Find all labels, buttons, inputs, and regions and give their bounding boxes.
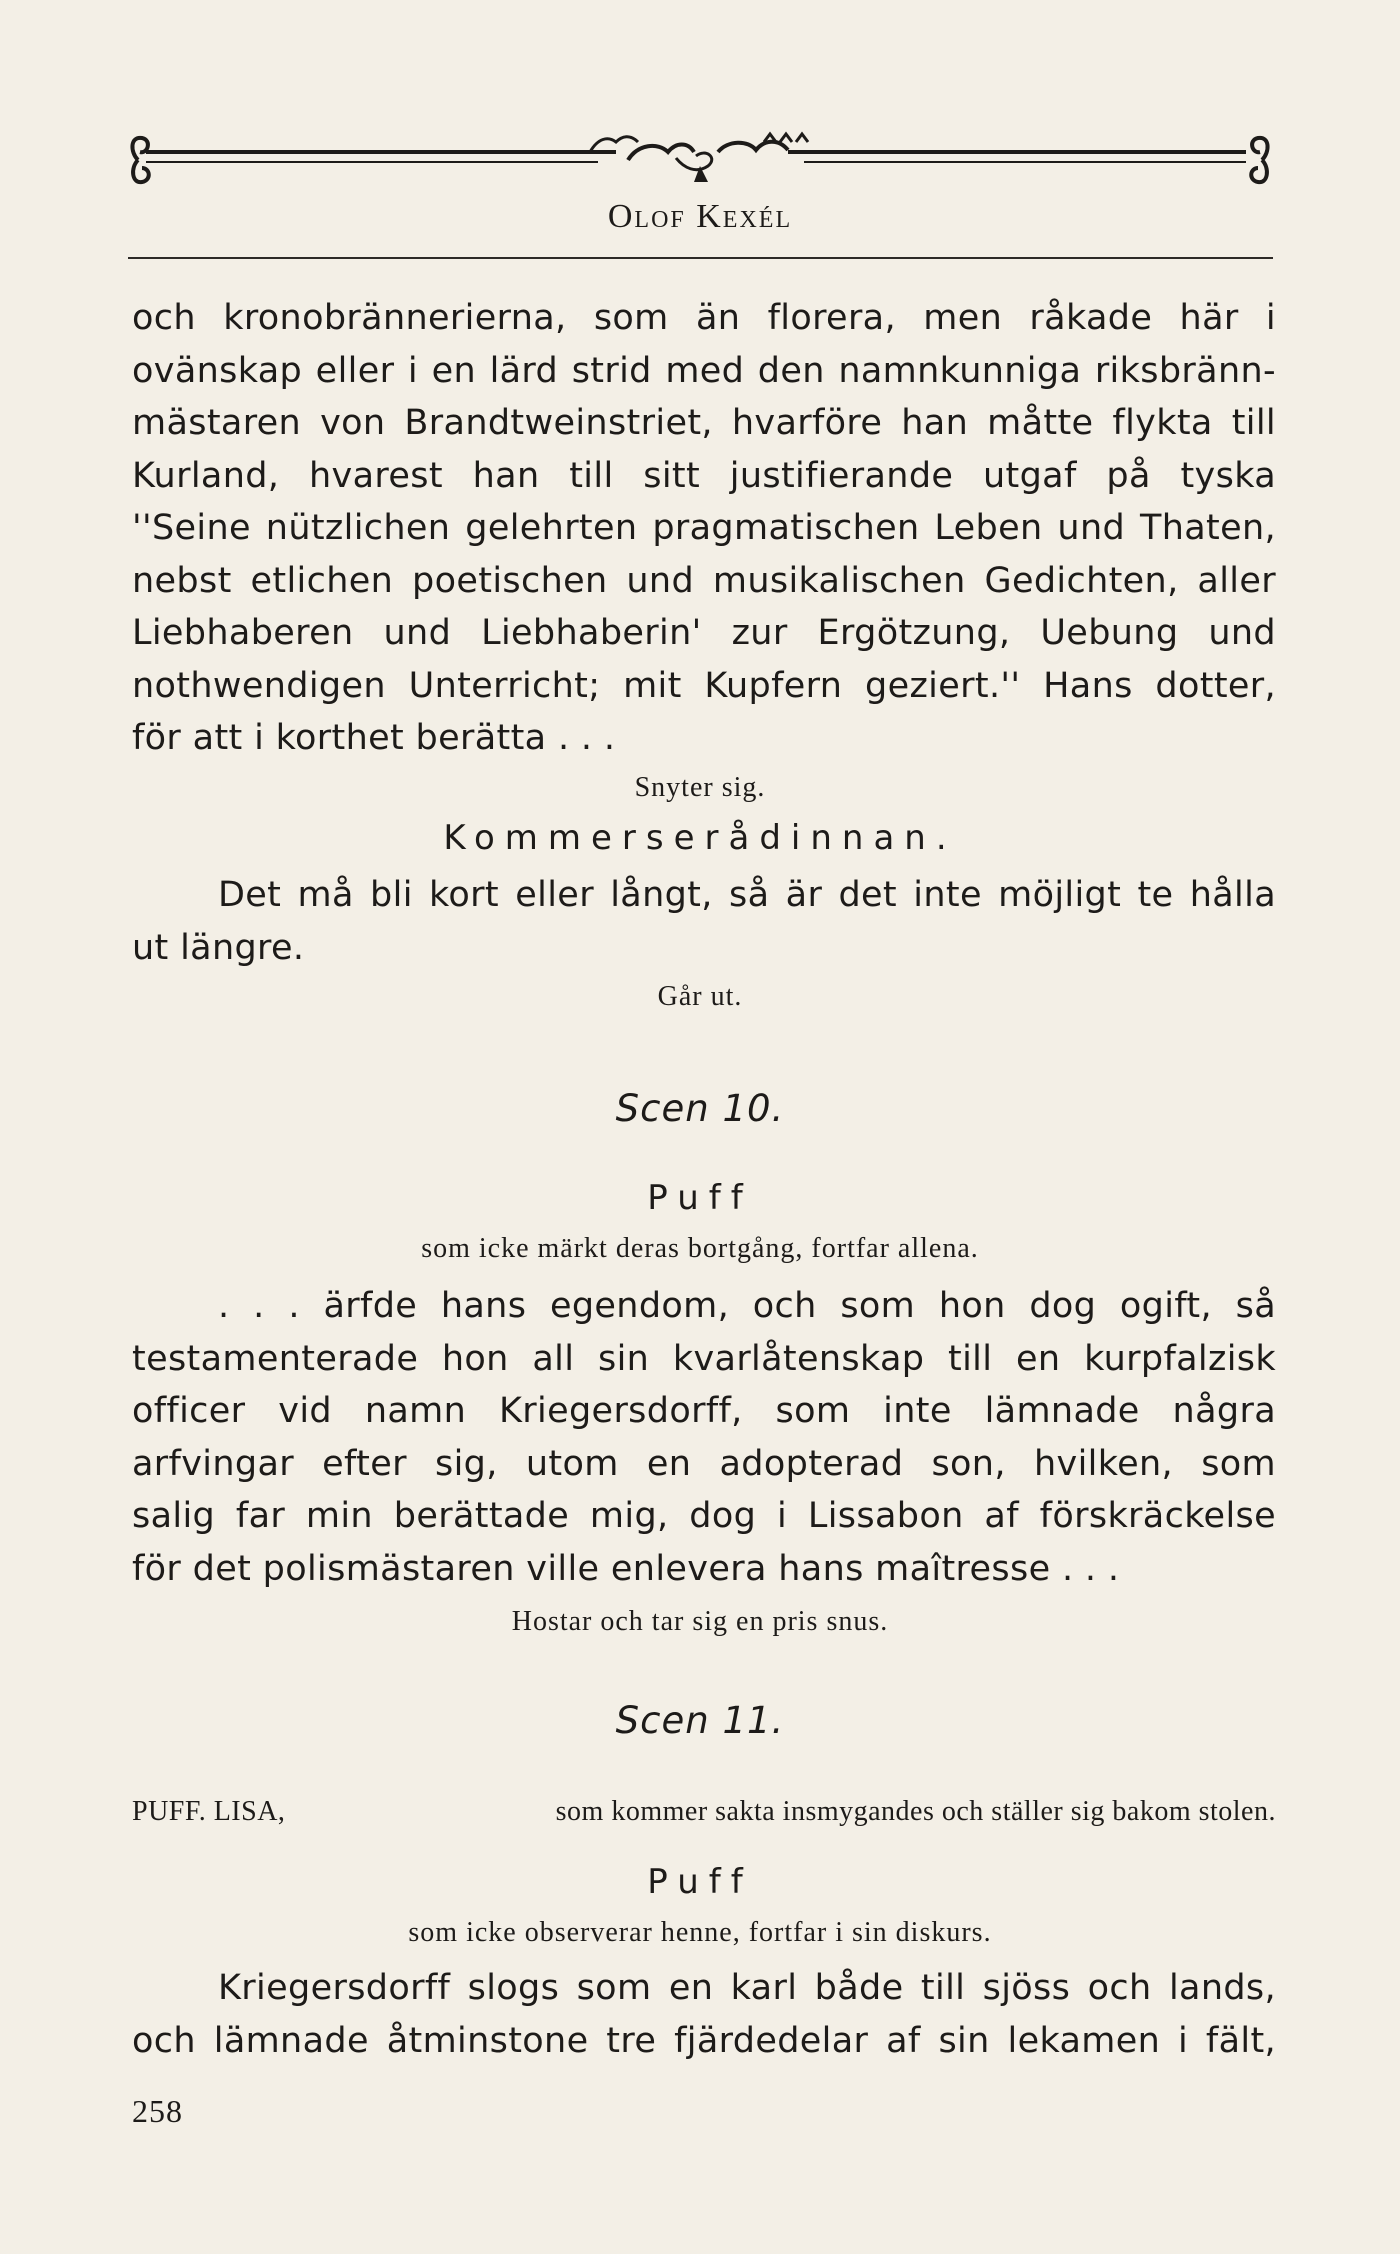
text-line: ovänskap eller i en lärd strid med den namnkunniga riksbränn- [132, 350, 1276, 391]
paragraph-1 [132, 292, 1276, 765]
text-line: för det polismästaren ville enlevera hans maîtresse . . . [132, 1548, 1120, 1589]
paragraph-2 [132, 869, 1276, 974]
scene-heading-10: Scen 10. [615, 1087, 785, 1130]
text-line: ut längre. [132, 927, 305, 968]
text-line: . . . ärfde hans egendom, och som hon dog ogift, så [218, 1286, 1276, 1326]
page-number: 258 [132, 2093, 183, 2129]
stage-direction-diskurs: som icke observerar henne, fortfar i sin diskurs. [408, 1917, 992, 1948]
text-line: officer vid namn Kriegersdorff, som inte lämnade några [132, 1391, 1276, 1431]
paragraph-3 [132, 1280, 1276, 1595]
header-rule [128, 257, 1273, 259]
text-line: nothwendigen Unterricht; mit Kupfern geziert.'' Hans dotter, [132, 665, 1276, 706]
text-line: Kurland, hvarest han till sitt justifierande utgaf på tyska [132, 455, 1276, 496]
speaker-puff-2: Puff [647, 1862, 753, 1902]
scene-heading-11: Scen 11. [615, 1699, 785, 1742]
text-line: Kriegersdorff slogs som en karl både till sjöss och lands, [218, 1968, 1276, 2008]
cast-line [132, 1796, 1276, 1828]
text-line: och kronobrännerierna, som än florera, men råkade här i [132, 298, 1276, 338]
stage-direction-snus: Hostar och tar sig en pris snus. [511, 1606, 889, 1637]
text-line: ''Seine nützlichen gelehrten pragmatischen Leben und Thaten, [132, 508, 1276, 548]
stage-direction-gar-ut: Går ut. [657, 981, 743, 1012]
text-line: för att i korthet berätta . . . [132, 718, 616, 758]
running-head: Olof Kexél [607, 198, 793, 235]
paragraph-4 [132, 1962, 1276, 2067]
text-line: arfvingar efter sig, utom en adopterad son, hvilken, som [132, 1443, 1276, 1484]
text-line: nebst etlichen poetischen und musikalischen Gedichten, aller [132, 560, 1276, 601]
text-line: mästaren von Brandtweinstriet, hvarföre han måtte flykta till [132, 403, 1276, 443]
text-line: testamenterade hon all sin kvarlåtenskap till en kurpfalzisk [132, 1338, 1276, 1379]
stage-direction-snyter: Snyter sig. [634, 772, 766, 803]
text-line: Liebhaberen und Liebhaberin' zur Ergötzung, Uebung und [132, 613, 1276, 653]
text-line: Det må bli kort eller långt, så är det inte möjligt te hålla [218, 875, 1276, 915]
text-line: och lämnade åtminstone tre fjärdedelar af sin lekamen i fält, [132, 2020, 1276, 2061]
text-line: salig far min berättade mig, dog i Lissabon af förskräckelse [132, 1496, 1276, 1536]
cast-names: PUFF. LISA, [132, 1796, 286, 1827]
stage-direction-puff-alone: som icke märkt deras bortgång, fortfar allena. [421, 1233, 979, 1264]
decorative-scroll-rule-icon [128, 128, 1273, 192]
cast-direction: som kommer sakta insmygandes och ställer sig bakom stolen. [555, 1796, 1276, 1827]
speaker-kommerseradinnan: Kommerserådinnan. [443, 818, 957, 858]
speaker-puff: Puff [647, 1178, 753, 1218]
